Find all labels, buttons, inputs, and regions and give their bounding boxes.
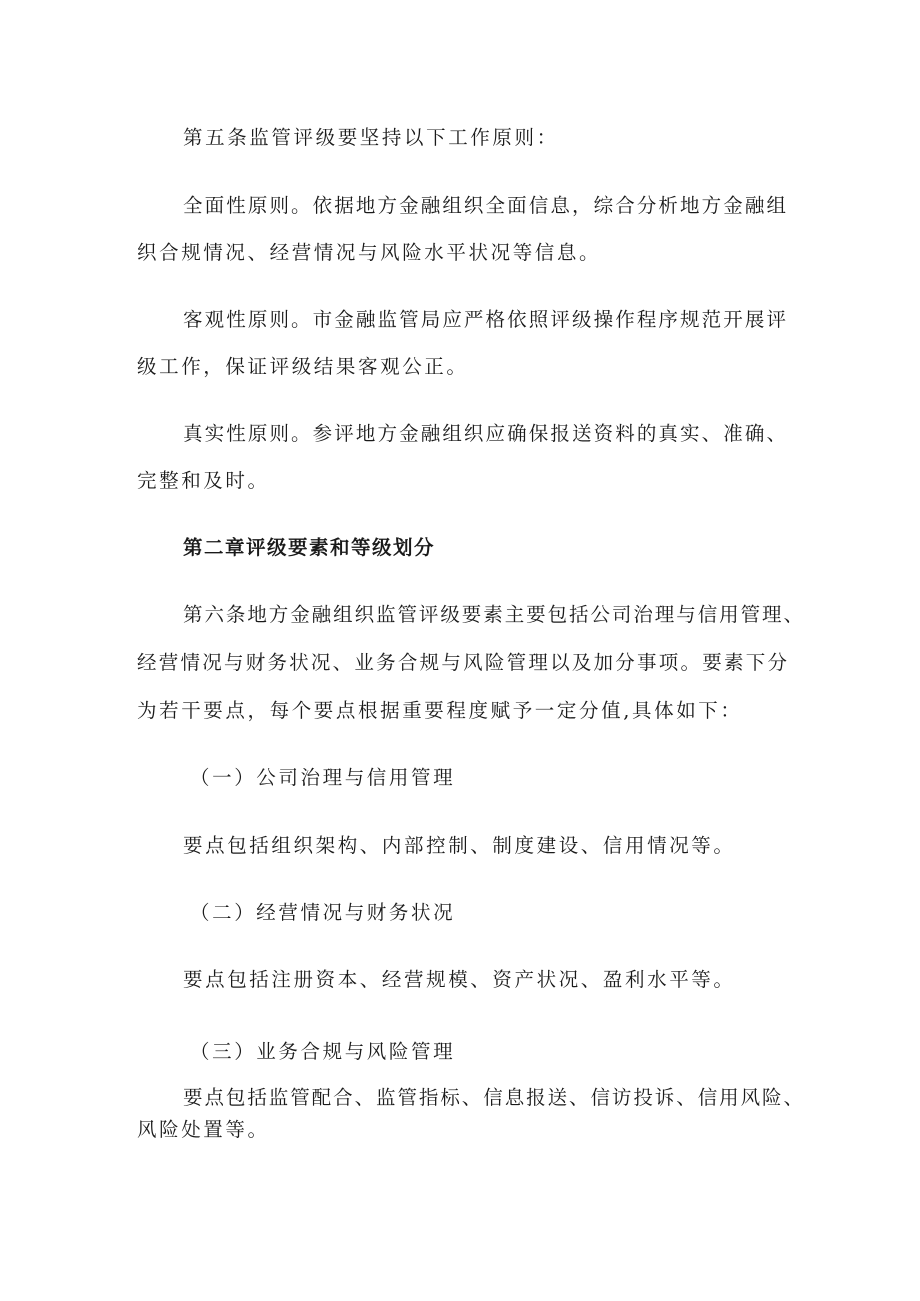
principle-truthful-line-2: 完整和及时。 bbox=[137, 469, 270, 492]
item-3-body-line-2: 风险处置等。 bbox=[137, 1118, 270, 1141]
item-2-body: 要点包括注册资本、经营规模、资产状况、盈利水平等。 bbox=[183, 968, 736, 991]
article-6-line-3: 为若干要点，每个要点根据重要程度赋予一定分值,具体如下： bbox=[137, 699, 743, 722]
item-2-heading: （二）经营情况与财务状况 bbox=[190, 901, 456, 924]
item-3-heading: （三）业务合规与风险管理 bbox=[190, 1040, 456, 1063]
item-3-body-line-1: 要点包括监管配合、监管指标、信息报送、信访投诉、信用风险、 bbox=[183, 1086, 803, 1109]
principle-comprehensive-line-2: 织合规情况、经营情况与风险水平状况等信息。 bbox=[137, 241, 602, 264]
article-6-line-2: 经营情况与财务状况、业务合规与风险管理以及加分事项。要素下分 bbox=[137, 651, 787, 674]
article-6-line-1: 第六条地方金融组织监管评级要素主要包括公司治理与信用管理、 bbox=[183, 603, 803, 626]
principle-objective-line-1: 客观性原则。市金融监管局应严格依照评级操作程序规范开展评 bbox=[183, 308, 786, 331]
principle-objective-line-2: 级工作，保证评级结果客观公正。 bbox=[137, 355, 469, 378]
principle-truthful-line-1: 真实性原则。参评地方金融组织应确保报送资料的真实、准确、 bbox=[183, 422, 786, 445]
item-1-body: 要点包括组织架构、内部控制、制度建设、信用情况等。 bbox=[183, 834, 736, 857]
item-1-heading: （一）公司治理与信用管理 bbox=[190, 766, 456, 789]
chapter-2-heading: 第二章评级要素和等级划分 bbox=[183, 536, 436, 559]
article-5-title: 第五条监管评级要坚持以下工作原则： bbox=[183, 126, 559, 149]
principle-comprehensive-line-1: 全面性原则。依据地方金融组织全面信息，综合分析地方金融组 bbox=[183, 194, 786, 217]
